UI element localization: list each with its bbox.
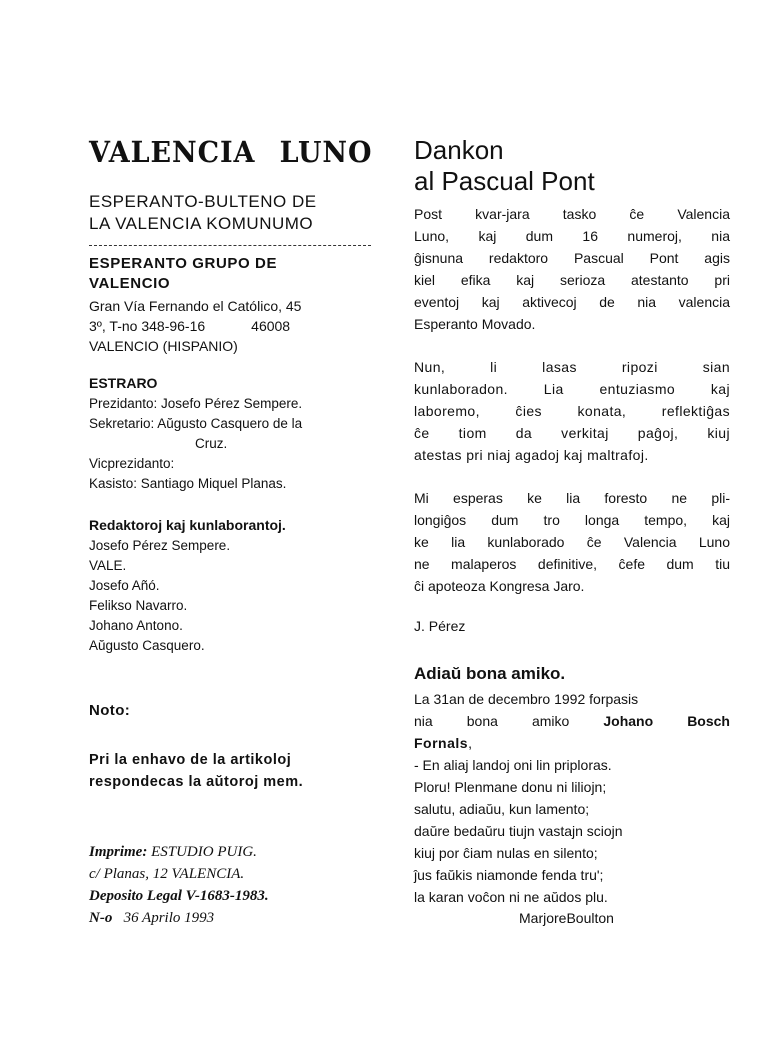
article-title <box>414 135 730 197</box>
group-name-line-2: VALENCIO <box>89 275 171 292</box>
imprint-line-2: c/ Planas, 12 VALENCIA. <box>89 866 245 882</box>
text-line <box>414 732 730 754</box>
issue-number-date: 36 Aprilo 1993 <box>123 910 215 926</box>
text-line: atestas pri niaj agadoj kaj maltrafoj. <box>414 447 649 463</box>
estraro-line: Prezidanto: Josefo Pérez Sempere. <box>89 396 303 411</box>
estraro-line: Vicprezidanto: <box>89 456 175 471</box>
address-phone: 3º, T-no 348-96-16 <box>89 318 206 334</box>
deceased-name-part-2: Fornals <box>414 735 469 751</box>
obituary-title: Adiaŭ bona amiko. <box>414 664 566 683</box>
article-title-line-2: al Pascual Pont <box>414 166 595 196</box>
poem-line: salutu, adiaŭu, kun lamento; <box>414 801 590 817</box>
text-line: Post kvar-jara tasko ĉe Valencia <box>414 206 730 222</box>
imprint-block <box>89 841 371 929</box>
text-line: Esperanto Movado. <box>414 316 536 332</box>
text-line: ne malaperos definitive, ĉefe dum tiu <box>414 556 730 572</box>
text-line <box>414 710 730 732</box>
notice-line-1: Pri la enhavo de la artikoloj <box>89 752 292 768</box>
redaktoro-line: Josefo Añó. <box>89 578 160 593</box>
text-line: Mi esperas ke lia foresto ne pli- <box>414 490 730 506</box>
poem-line: - En aliaj landoj oni lin priploras. <box>414 757 612 773</box>
estraro-heading: ESTRARO <box>89 375 158 391</box>
article-signature: J. Pérez <box>414 618 466 634</box>
masthead-word-1: VALENCIA <box>89 135 256 169</box>
redaktoro-line: Johano Antono. <box>89 618 183 633</box>
text-line: eventoj kaj aktivecoj de nia valencia <box>414 294 730 310</box>
redaktoro-line: Felikso Navarro. <box>89 598 188 613</box>
article-paragraph-1 <box>414 203 730 335</box>
poem-line: ĵus faŭkis niamonde fenda tru'; <box>414 867 604 883</box>
text-line: kiel efika kaj serioza atestanto pri <box>414 272 730 288</box>
text-line: kunlaboradon. Lia entuziasmo kaj <box>414 381 730 397</box>
poem-line: kiuj por ĉiam nulas en silento; <box>414 845 598 861</box>
estraro-line: Cruz. <box>195 436 228 451</box>
issue-number-label: N-o <box>89 910 113 926</box>
text-line: laboremo, ĉies konata, reflektiĝas <box>414 403 730 419</box>
noto-heading: Noto: <box>89 702 131 719</box>
group-name <box>89 254 371 294</box>
poem-author: MarjoreBoulton <box>519 910 614 926</box>
address-zip: 46008 <box>251 318 291 334</box>
article-title-line-1: Dankon <box>414 135 504 165</box>
dashed-divider <box>89 245 371 246</box>
imprint-line-3: Deposito Legal V-1683-1983. <box>89 888 269 904</box>
notice-line-2: respondecas la aŭtoroj mem. <box>89 774 304 790</box>
poem-line: Ploru! Plenmane donu ni liliojn; <box>414 779 607 795</box>
article-paragraph-2 <box>414 356 730 466</box>
imprint-line-4 <box>89 907 371 929</box>
address-line-3: VALENCIO (HISPANIO) <box>89 338 238 354</box>
deceased-name-part-1: Johano Bosch <box>603 713 730 729</box>
redaktoro-line: Aŭgusto Casquero. <box>89 638 205 653</box>
text-line: La 31an de decembro 1992 forpasis <box>414 691 639 707</box>
responsibility-notice <box>89 749 371 793</box>
text-line: ĉi apoteoza Kongresa Jaro. <box>414 578 585 594</box>
obituary-text <box>414 688 730 908</box>
article-paragraph-3 <box>414 487 730 597</box>
left-column <box>89 135 371 929</box>
text-line: Luno, kaj dum 16 numeroj, nia <box>414 228 730 244</box>
redaktoro-line: Josefo Pérez Sempere. <box>89 538 231 553</box>
text-segment: nia bona amiko <box>414 713 570 729</box>
text-line: Nun, li lasas ripozi sian <box>414 359 730 375</box>
text-line: ĝisnuna redaktoro Pascual Pont agis <box>414 250 730 266</box>
masthead-word-2: LUNO <box>279 135 373 169</box>
right-column <box>414 135 730 926</box>
redaktoroj-heading: Redaktoroj kaj kunlaborantoj. <box>89 517 286 533</box>
estraro-line: Sekretario: Aŭgusto Casquero de la <box>89 416 303 431</box>
group-name-line-1: ESPERANTO GRUPO DE <box>89 255 278 272</box>
imprint-label: Imprime: <box>89 844 148 860</box>
text-line: ĉe tiom da verkitaj paĝoj, kiuj <box>414 425 730 441</box>
text-line: ke lia kunlaborado ĉe Valencia Luno <box>414 534 730 550</box>
bulletin-subtitle: ESPERANTO-BULTENO DE LA VALENCIA KOMUNUMO <box>89 192 317 233</box>
address-line-2 <box>89 316 371 336</box>
poem-line: la karan voĉon ni ne aŭdos plu. <box>414 889 608 905</box>
redaktoro-line: VALE. <box>89 558 127 573</box>
imprint-value: ESTUDIO PUIG. <box>151 844 257 860</box>
masthead <box>89 135 373 169</box>
estraro-line: Kasisto: Santiago Miquel Planas. <box>89 476 287 491</box>
poem-line: daŭre bedaŭru tiujn vastajn sciojn <box>414 823 623 839</box>
address-line-1: Gran Vía Fernando el Católico, 45 <box>89 298 302 314</box>
imprint-line-1 <box>89 841 371 863</box>
text-line: longiĝos dum tro longa tempo, kaj <box>414 512 730 528</box>
text-segment: , <box>468 735 472 751</box>
